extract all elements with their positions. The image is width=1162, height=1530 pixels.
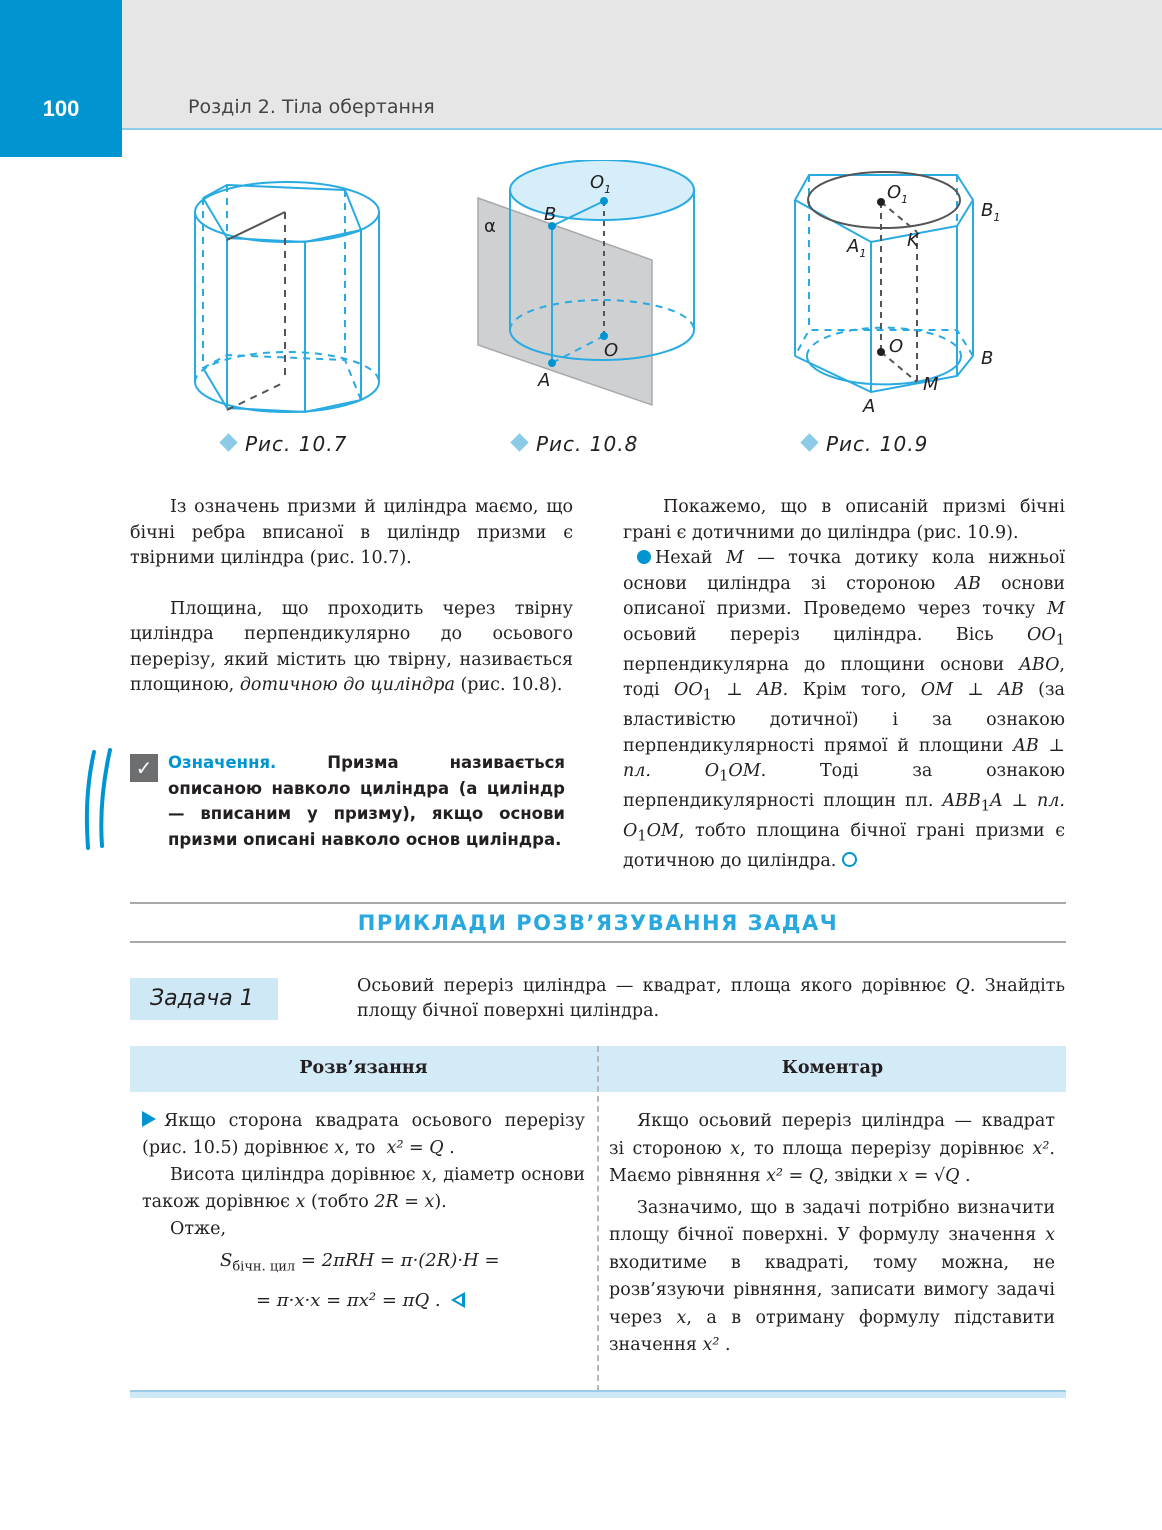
- formula-line-2: = π·x·x = πx² = πQ .: [256, 1290, 465, 1311]
- page-number-box: [0, 0, 122, 157]
- column-header-solution: Розв’язання: [299, 1058, 428, 1078]
- paragraph: Із означень призми й циліндра маємо, що бічні ребра вписаної в циліндр призми є твірними циліндра (рис. 10.7).: [130, 497, 573, 568]
- paragraph: Нехай M — точка дотику кола нижньої основи циліндра зі стороною AB основи описаної призми. Проведемо через точку M осьовий переріз циліндра. Вісь $OO_1$ перпендикулярна до площини основи ABO, тоді $OO_1$ ⊥ AB. Крім того, OM ⊥ AB (за властивістю дотичної) і за ознакою перпендикулярності прямої й площини AB ⊥ пл. $O_1OM$. Тоді за ознакою перпендикулярності площин пл. $ABB_1A$ ⊥ пл. $O_1OM$, тобто площина бічної грані призми є дотичною до циліндра.: [623, 548, 1065, 871]
- caption-10-9: Рис. 10.9: [803, 432, 928, 456]
- svg-text:O1: $O_1$: [590, 172, 612, 196]
- solution-cell: [142, 1108, 585, 1243]
- left-column: [130, 495, 573, 699]
- check-icon: ✓: [130, 754, 158, 782]
- end-solution-icon: [451, 1292, 465, 1308]
- divider: [130, 902, 1066, 904]
- diamond-icon: [510, 433, 528, 451]
- figure-10-8: [470, 160, 710, 410]
- table-bottom-bar: [130, 1390, 1066, 1398]
- task-label: Задача 1: [130, 978, 278, 1020]
- svg-text:O1: $O_1$: [887, 182, 909, 206]
- play-icon: [142, 1111, 156, 1127]
- svg-text:M: M: [923, 374, 939, 395]
- figure-10-7: [185, 160, 390, 425]
- paragraph: Якщо осьовий переріз циліндра — квадрат зі стороною x, то площа перерізу дорівнює x². Маємо рівняння x² = Q, звідки x = √Q .: [609, 1111, 1055, 1186]
- bullet-icon: [637, 550, 651, 564]
- right-column: [623, 495, 1065, 875]
- task-text: Осьовий переріз циліндра — квадрат, площа якого дорівнює Q. Знайдіть площу бічної поверхні циліндра.: [357, 976, 1065, 1021]
- caption-10-8: Рис. 10.8: [513, 432, 638, 456]
- paragraph: Отже,: [170, 1219, 227, 1239]
- svg-text:B: B: [544, 204, 557, 225]
- paragraph: Покажемо, що в описаній призмі бічні грані є дотичними до циліндра (рис. 10.9).: [623, 497, 1065, 543]
- diamond-icon: [800, 433, 818, 451]
- paragraph: Висота циліндра дорівнює x, діаметр основи також дорівнює x (тобто 2R = x).: [142, 1165, 585, 1212]
- definition-term: Означення.: [168, 753, 277, 772]
- svg-text:α: α: [484, 216, 496, 237]
- formula-line-1: $S_{бічн. цил} = 2\pi RH = \pi\cdot(2R)\cdot H$ =: [220, 1250, 500, 1275]
- examples-title: ПРИКЛАДИ РОЗВ’ЯЗУВАННЯ ЗАДАЧ: [357, 911, 839, 935]
- column-divider: [597, 1046, 599, 1391]
- svg-text:K: K: [907, 230, 919, 251]
- definition: [168, 750, 565, 852]
- svg-text:O: O: [889, 336, 904, 357]
- paragraph: Площина, що проходить через твірну циліндра перпендикулярно до осьового перерізу, який містить цю твірну, називається площиною, дотичною до циліндра (рис. 10.8).: [130, 598, 573, 695]
- svg-text:A1: $A_1$: [847, 236, 867, 260]
- figure-10-9: [785, 160, 1015, 415]
- margin-mark-icon: [84, 748, 118, 852]
- svg-text:A: A: [538, 370, 551, 391]
- svg-text:O: O: [604, 340, 619, 361]
- header-band: [0, 0, 1162, 130]
- definition-text: Призма називається описаною навколо циліндра (а циліндр — вписаним у призму), якщо основи призми описані навколо основ циліндра.: [168, 753, 566, 849]
- svg-text:A: A: [863, 396, 876, 415]
- paragraph: Якщо сторона квадрата осьового перерізу (рис. 10.5) дорівнює x, то x² = Q .: [142, 1111, 585, 1158]
- section-title: Розділ 2. Тіла обертання: [188, 96, 435, 118]
- svg-text:B1: $B_1$: [981, 200, 1001, 224]
- diamond-icon: [219, 433, 237, 451]
- divider: [130, 941, 1066, 943]
- comment-cell: [609, 1108, 1055, 1360]
- svg-text:B: B: [981, 348, 994, 369]
- end-proof-icon: [842, 852, 857, 867]
- paragraph: Зазначимо, що в задачі потрібно визначити площу бічної поверхні. У формулу значення x входитиме в квадраті, тому можна, не розв’язуючи рівняння, записати вимогу задачі через x, а в отриману формулу підставити значення x² .: [609, 1197, 1055, 1355]
- column-header-comment: Коментар: [781, 1058, 884, 1078]
- caption-10-7: Рис. 10.7: [222, 432, 347, 456]
- page-number: 100: [42, 96, 80, 121]
